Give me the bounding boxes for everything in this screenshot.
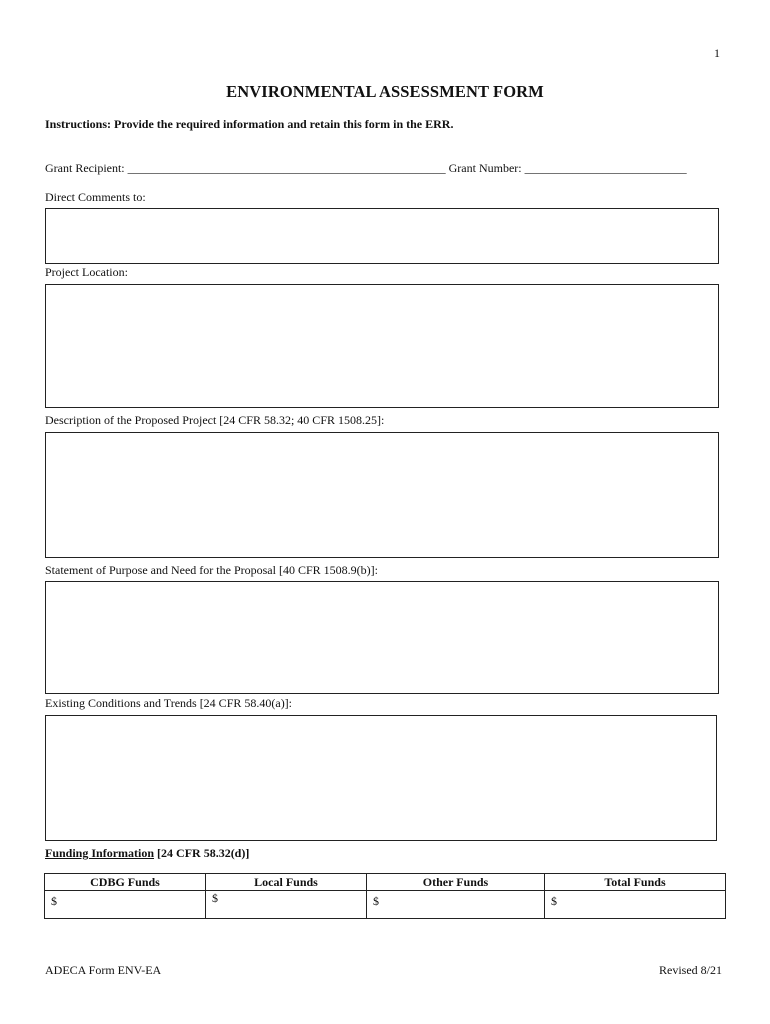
purpose-need-label: Statement of Purpose and Need for the Proposal [40 CFR 1508.9(b)]: [45,563,378,577]
page-number: 1 [714,46,720,60]
col-local-funds: Local Funds [206,874,367,891]
project-description-label: Description of the Proposed Project [24 CFR 58.32; 40 CFR 1508.25]: [45,413,385,427]
total-funds-field[interactable]: $ [545,891,726,919]
col-cdbg-funds: CDBG Funds [45,874,206,891]
col-other-funds: Other Funds [367,874,545,891]
local-funds-field[interactable]: $ [206,891,367,919]
funding-header-row [45,874,726,891]
existing-conditions-label: Existing Conditions and Trends [24 CFR 58.40(a)]: [45,696,293,710]
grant-number-label: Grant Number: [448,161,522,175]
grant-line [45,161,687,176]
form-title: ENVIRONMENTAL ASSESSMENT FORM [226,82,544,101]
form-id: ADECA Form ENV-EA [45,963,162,977]
instructions-text: Instructions: Provide the required information and retain this form in the ERR. [45,117,454,131]
cdbg-funds-field[interactable]: $ [45,891,206,919]
direct-comments-box[interactable] [45,208,719,264]
purpose-need-box[interactable] [45,581,719,694]
project-description-box[interactable] [45,432,719,558]
direct-comments-label: Direct Comments to: [45,190,146,204]
funding-heading-title: Funding Information [45,846,155,860]
col-total-funds: Total Funds [545,874,726,891]
grant-recipient-field[interactable]: _____________________________________________________ [127,161,446,175]
grant-number-field[interactable]: ___________________________ [524,161,687,175]
project-location-box[interactable] [45,284,719,408]
other-funds-field[interactable]: $ [367,891,545,919]
funding-citation: [24 CFR 58.32(d)] [157,846,250,860]
grant-recipient-label: Grant Recipient: [45,161,125,175]
existing-conditions-box[interactable] [45,715,717,841]
funding-heading [45,846,249,861]
project-location-label: Project Location: [45,265,128,279]
funding-value-row [45,891,726,919]
revised-date: Revised 8/21 [659,963,722,977]
funding-table [44,873,726,919]
